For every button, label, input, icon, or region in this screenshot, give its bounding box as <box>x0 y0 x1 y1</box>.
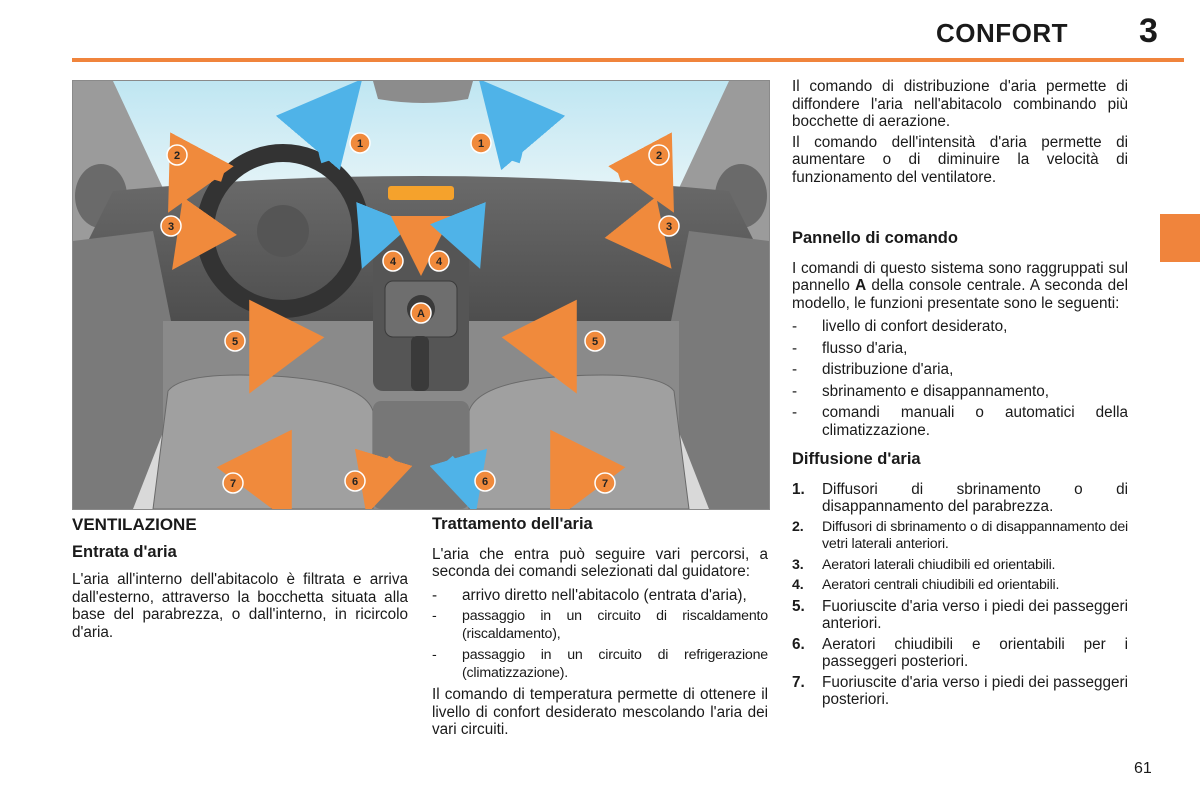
right-column <box>792 78 1128 712</box>
list-item: - flusso d'aria, <box>792 339 908 357</box>
list-item: 7. Fuoriuscite d'aria verso i piedi dei passeggeri posteriori. <box>792 673 1128 708</box>
air-treatment-list <box>432 587 768 683</box>
rear-view-mirror <box>373 81 473 103</box>
svg-text:4: 4 <box>435 256 443 268</box>
callout-badge <box>429 251 449 271</box>
temperature-paragraph: Il comando di temperatura permette di ottenere il livello di confort desiderato mescolando l'aria dei vari circuiti. <box>432 686 768 738</box>
list-item: - comandi manuali o automatici della climatizzazione. <box>792 404 1128 439</box>
svg-text:2: 2 <box>173 150 181 162</box>
distribution-paragraph: Il comando di distribuzione d'aria permette di diffondere l'aria nell'abitacolo combinando più bocchette di aerazione. <box>792 78 1128 130</box>
list-item: 5. Fuoriuscite d'aria verso i piedi dei passeggeri anteriori. <box>792 597 1128 632</box>
svg-text:A: A <box>417 308 425 320</box>
page-number: 61 <box>1134 760 1152 777</box>
svg-text:3: 3 <box>665 221 673 233</box>
left-column <box>72 516 408 641</box>
header-divider <box>72 58 1184 62</box>
airflow-arrow <box>569 446 574 486</box>
callout-badge <box>161 216 181 236</box>
control-panel-list <box>792 318 1128 439</box>
list-item: 4. Aeratori centrali chiudibili ed orientabili. <box>792 577 1060 593</box>
callout-badge <box>383 251 403 271</box>
callout-badge <box>350 133 370 153</box>
air-intake-paragraph: L'aria all'interno dell'abitacolo è filtrata e arriva dall'esterno, attraverso la bocchetta situata alla base del parabrezza, o dall'interno, in ricircolo d'aria. <box>72 571 408 641</box>
section-title: VENTILAZIONE <box>72 515 197 534</box>
svg-text:2: 2 <box>655 150 663 162</box>
chapter-number: 3 <box>1139 12 1158 50</box>
svg-text:7: 7 <box>601 478 609 490</box>
list-item: - sbrinamento e disappannamento, <box>792 382 1050 400</box>
callout-badge <box>223 473 243 493</box>
callout-badge <box>659 216 679 236</box>
steering-hub <box>257 205 309 257</box>
radio-display <box>388 186 454 200</box>
air-diffusion-list <box>792 481 1128 709</box>
car-interior-illustration <box>72 80 770 510</box>
callout-badge <box>475 471 495 491</box>
list-item: - distribuzione d'aria, <box>792 361 954 378</box>
svg-text:4: 4 <box>389 256 397 268</box>
list-item: 1. Diffusori di sbrinamento o di disappannamento del parabrezza. <box>792 480 1128 515</box>
gear-lever <box>411 336 429 391</box>
middle-column <box>432 516 768 739</box>
svg-text:5: 5 <box>591 336 599 348</box>
rear-console <box>373 401 469 509</box>
air-treatment-intro: L'aria che entra può seguire vari percorsi, a seconda dei comandi selezionati dal guidatore: <box>432 545 768 580</box>
front-right-seat <box>469 375 689 509</box>
svg-text:6: 6 <box>351 476 359 488</box>
callout-badge <box>649 145 669 165</box>
callout-badge <box>471 133 491 153</box>
list-item: - livello di confort desiderato, <box>792 318 1008 335</box>
subsection-title: Entrata d'aria <box>72 542 177 561</box>
callout-badge <box>167 145 187 165</box>
list-item: - passaggio in un circuito di riscaldamento (riscaldamento), <box>432 608 768 642</box>
svg-text:1: 1 <box>356 138 364 150</box>
control-panel-title: Pannello di comando <box>792 229 958 247</box>
callout-badge <box>225 331 245 351</box>
air-diffusion-title: Diffusione d'aria <box>792 450 921 468</box>
list-item: 2. Diffusori di sbrinamento o di disappannamento dei vetri laterali anteriori. <box>792 518 1128 552</box>
airflow-arrow <box>268 446 273 486</box>
control-panel-intro: I comandi di questo sistema sono raggruppati sul pannello A della console centrale. A seconda del modello, le funzioni presentate sono le seguenti: <box>792 259 1128 312</box>
callout-badge <box>595 473 615 493</box>
list-item: 3. Aeratori laterali chiudibili ed orientabili. <box>792 556 1056 573</box>
chapter-side-tab <box>1160 214 1200 262</box>
svg-text:7: 7 <box>229 478 237 490</box>
svg-text:3: 3 <box>167 221 175 233</box>
callout-badge <box>345 471 365 491</box>
list-item: 6. Aeratori chiudibili e orientabili per i passeggeri posteriori. <box>792 635 1128 670</box>
list-item: - passaggio in un circuito di refrigerazione (climatizzazione). <box>432 647 768 681</box>
callout-badge <box>411 303 431 323</box>
chapter-title: CONFORT <box>936 18 1069 48</box>
front-left-seat <box>153 375 373 509</box>
callout-badge <box>585 331 605 351</box>
intensity-paragraph: Il comando dell'intensità d'aria permette di aumentare o di diminuire la velocità di funzionamento del ventilatore. <box>792 133 1128 186</box>
air-treatment-title: Trattamento dell'aria <box>432 515 593 533</box>
svg-text:6: 6 <box>481 476 489 488</box>
svg-text:1: 1 <box>477 138 485 150</box>
list-item: - arrivo diretto nell'abitacolo (entrata d'aria), <box>432 586 747 604</box>
svg-text:5: 5 <box>231 336 239 348</box>
